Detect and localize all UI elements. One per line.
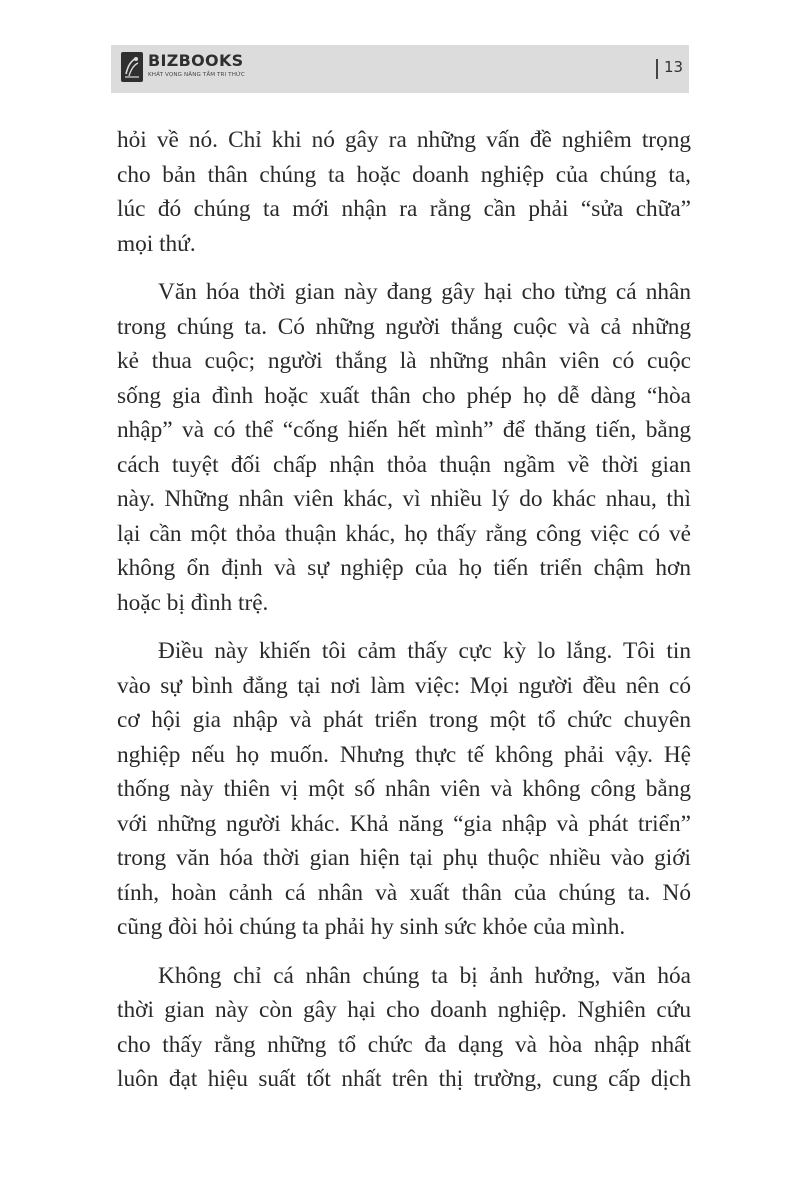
publisher-logo <box>121 52 245 82</box>
paragraph <box>117 959 691 1097</box>
text-line: mọi thứ. <box>117 230 196 257</box>
text-line: hoặc bị đình trệ. <box>117 589 269 616</box>
page-number: 13 <box>664 58 684 76</box>
text-line: sống gia đình hoặc xuất thân cho phép họ dễ dàng “hòa <box>117 382 691 409</box>
text-line: này. Những nhân viên khác, vì nhiều lý do khác nhau, thì <box>117 486 691 512</box>
text-line: vào sự bình đẳng tại nơi làm việc: Mọi người đều nên có <box>117 672 691 699</box>
brand-name: BIZBOOKS <box>148 51 244 70</box>
paragraph <box>117 123 691 261</box>
text-line: với những người khác. Khả năng “gia nhập và phát triển” <box>117 810 691 837</box>
text-line: Văn hóa thời gian này đang gây hại cho từng cá nhân <box>158 279 691 305</box>
text-line: cho thấy rằng những tổ chức đa dạng và hòa nhập nhất <box>117 1031 691 1058</box>
text-line: luôn đạt hiệu suất tốt nhất trên thị trường, cung cấp dịch <box>117 1066 691 1092</box>
brand-tagline: KHÁT VỌNG NÂNG TẦM TRI THỨC <box>148 72 245 78</box>
text-line: trong văn hóa thời gian hiện tại phụ thuộc nhiều vào giới <box>117 845 691 871</box>
text-line: trong chúng ta. Có những người thắng cuộc và cả những <box>117 313 691 340</box>
text-line: cơ hội gia nhập và phát triển trong một tổ chức chuyên <box>117 707 691 733</box>
text-line: lại cần một thỏa thuận khác, họ thấy rằng công việc có vẻ <box>117 520 691 547</box>
page-header <box>111 45 689 93</box>
page-body <box>117 123 691 1111</box>
page-number-divider <box>656 59 658 79</box>
text-line: cũng đòi hỏi chúng ta phải hy sinh sức khỏe của mình. <box>117 914 626 940</box>
text-line: lúc đó chúng ta mới nhận ra rằng cần phải “sửa chữa” <box>117 196 691 222</box>
text-line: tính, hoàn cảnh cá nhân và xuất thân của chúng ta. Nó <box>117 879 691 906</box>
text-line: cách tuyệt đối chấp nhận thỏa thuận ngầm về thời gian <box>117 451 691 478</box>
text-line: không ổn định và sự nghiệp của họ tiến triển chậm hơn <box>117 555 691 581</box>
paragraph <box>117 275 691 620</box>
bizbooks-logo-icon <box>121 52 143 82</box>
text-line: thống này thiên vị một số nhân viên và không công bằng <box>117 776 691 802</box>
text-line: nhập” và có thể “cống hiến hết mình” để thăng tiến, bằng <box>117 417 691 443</box>
text-line: nghiệp nếu họ muốn. Nhưng thực tế không phải vậy. Hệ <box>117 741 691 768</box>
text-line: hỏi về nó. Chỉ khi nó gây ra những vấn đề nghiêm trọng <box>117 127 691 153</box>
text-line: Không chỉ cá nhân chúng ta bị ảnh hưởng, văn hóa <box>158 962 691 989</box>
text-line: Điều này khiến tôi cảm thấy cực kỳ lo lắng. Tôi tin <box>158 638 691 664</box>
text-line: cho bản thân chúng ta hoặc doanh nghiệp của chúng ta, <box>117 161 691 188</box>
text-line: kẻ thua cuộc; người thắng là những nhân viên có cuộc <box>117 348 691 374</box>
paragraph <box>117 634 691 945</box>
text-line: thời gian này còn gây hại cho doanh nghiệp. Nghiên cứu <box>117 997 691 1023</box>
